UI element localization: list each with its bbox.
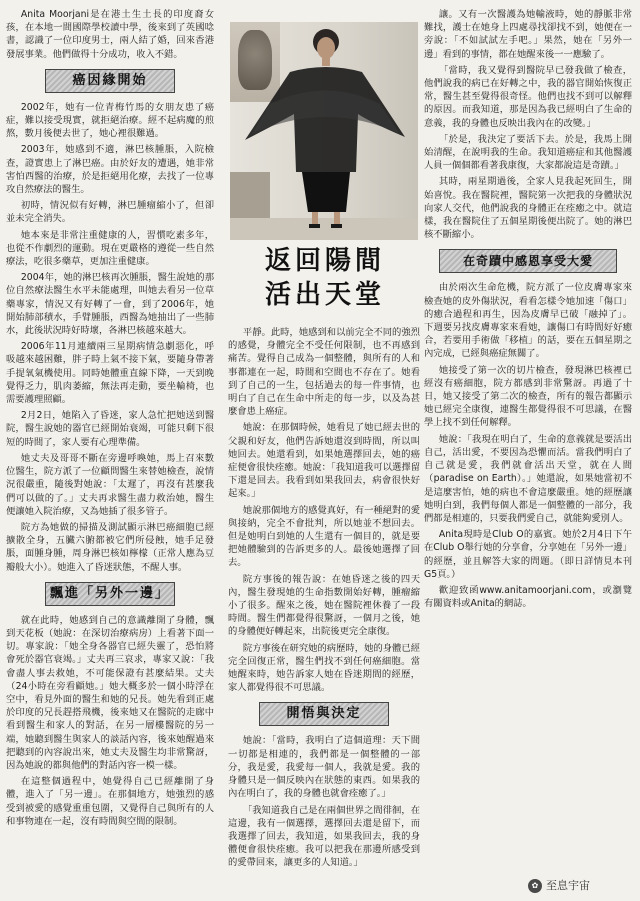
paragraph: 院方事後的報告說：在她昏迷之後的四天內，醫生發現她的生命指數開始好轉，腫瘤縮小了很多。醒來之後，她在醫院裡休養了一段時間。醫生們都覺得很驚訝，一個月之後，她的身體便好轉起來，出院後更完全康復。 bbox=[228, 573, 420, 638]
section-heading-enlightenment: 開悟與決定 bbox=[259, 702, 389, 726]
intro-paragraph: Anita Moorjani是在港土生土長的印度裔女孩，在本地一間國際學校讀中學，後來到了英國唸書，認識了一位印度男士，兩人結了婚，回來香港發展事業。他們做得十分成功，收入不錯。 bbox=[6, 9, 214, 60]
column-right bbox=[424, 8, 632, 876]
paragraph: 在這整個過程中，她覺得自己已經離開了身體，進入了「另一邊」。在那個地方，她強烈的感受到被愛的感覺重重包圍，又覺得自己與所有的人和事物連在一起，沒有時間與空間的限制。 bbox=[6, 776, 214, 827]
paragraph: 2006年11月連續兩三星期病情急劇惡化，呼吸越來越困難，胖子時上氣不接下氣，要隨身帶著手提氧氣機使用。同時她體重直線下降，一天到晚覺得乏力，肌肉萎縮，無法再走動，要坐輪椅，也需要護理照顧。 bbox=[6, 341, 214, 406]
paragraph: 她本來是非常注重健康的人，習慣吃素多年，也從不作劇烈的運動。現在更嚴格的遵從一些自然療法，吃很多藥草，更加注重健康。 bbox=[6, 229, 214, 268]
paragraph: 2月2日，她陷入了昏迷，家人急忙把她送到醫院，醫生說她的器官已經開始衰竭，可能只剩下很短的時間了，家人要有心理準備。 bbox=[6, 410, 214, 448]
column-left bbox=[6, 8, 214, 888]
paragraph: 她說：「我現在明白了，生命的意義就是要活出自己，活出愛，不要因為恐懼而活。當我們明白了自己就是愛，我們就會活出天堂，就在人間（paradise on Earth）。」她還說，如果她當初不是這麼害怕，她的病也不會這麼嚴重。她的經歷讓她明白到，我們每個人都是一個整體的一部分，我們都是相連的，只要我們愛自己，就能夠愛別人。 bbox=[424, 433, 632, 524]
woman-figure bbox=[230, 22, 418, 240]
paragraph: 「於是，我決定了要活下去。於是，我馬上開始清醒，在說明我的生命。我知道癌症和其他醫護人員一個個都看著我康復，大家都說這是奇蹟。」 bbox=[424, 133, 632, 172]
paragraph: 她丈夫及哥哥不斷在旁邊呼喚她，馬上召來數位醫生，院方派了一位顧問醫生來替她檢查，說情況很嚴重，隨後對她說：「太遲了，再沒有甚麼我們可以做的了。」丈夫再求醫生盡力救治她，醫生便讓她入院治療，又為她插了很多管子。 bbox=[6, 452, 214, 517]
paragraph: 「當時，我又覺得到醫院早已發我做了檢查，他們說我的病已在好轉之中，我的器官開始恢復正常，醫生甚至覺得很奇怪。他們也找不到可以解釋的原因。而我知道，那是因為我已經明白了生命的意義，我的身體也反映出我內在的改變。」 bbox=[424, 64, 632, 129]
paragraph: 初時，情況似有好轉，淋巴腫瘤縮小了，但卻並未完全消失。 bbox=[6, 200, 214, 225]
paragraph: 平靜。此時，她感到和以前完全不同的強烈的感覺，身體完全不受任何限制，也不再感到痛苦。覺得自己成為一個整體，與所有的人和事都連在一起，時間和空間也不存在了。她看到了自己的一生，包括過去的每一件事情，也明白了自己在生命中所走的每一步，以及為甚麼會患上癌症。 bbox=[228, 327, 420, 418]
paragraph: 其時，兩星期過後，全家人見我起死回生，開始喜悅。我在醫院裡，醫院第一次把我的身體狀況向家人交代，他們說我的身體正在痊癒之中。就這樣，我在醫院住了五個星期後便出院了。她的淋巴核不斷縮小。 bbox=[424, 176, 632, 241]
paragraph: 2002年，她有一位青梅竹馬的女朋友患了癌症，難以接受現實，就拒絕治療。經不起病魔的煎熬，數月後便去世了，她心裡很難過。 bbox=[6, 101, 214, 140]
paragraph: 院方事後在研究她的病歷時，她的身體已經完全回復正常，醫生們找不到任何癌細胞。當她醒來時，她告訴家人她在昏迷期間的經歷，家人都覺得很不可思議。 bbox=[228, 642, 420, 694]
title-line-1: 返回陽間 bbox=[264, 246, 385, 276]
paragraph: 院方為她做的掃描及測試顯示淋巴癌細胞已經擴散全身，五臟六腑都被它們所侵蝕，她手足發脹，面腫身腫，周身淋巴核如檸檬（正常人應為豆瓣般大小）。她進入了昏迷狀態，不醒人事。 bbox=[6, 521, 214, 573]
section-heading-cancer-begins: 癌因緣開始 bbox=[45, 69, 175, 93]
portrait-photo bbox=[230, 22, 418, 240]
section-heading-other-side: 飄進「另外一邊」 bbox=[45, 582, 175, 606]
paragraph: 就在此時，她感到自己的意識離開了身體，飄到天花板（她說：在深切治療病房）上看著下面一切。專家說：「她全身各器官已經失靈了，恐怕將會死於器官衰竭。」丈夫再三哀求，專家又說：「我會盡人事去救她，不可能保證有甚麼結果。丈夫（24小時在旁看顧她。」她大概多於一個小時浮在空中，看見外面的醫生和她的兄長。她先看到正處於印度的兄長趕搭飛機，後來她又在醫院的走廊中看到醫生和家人的對話，在另一層樓醫院的另一端，她聽到醫生與家人的談話內容，後來她醒過來把聽到的內容說出來，她丈夫及醫生均非常驚訝，因為她說的都與他們的對話內容一模一樣。 bbox=[6, 614, 214, 771]
paragraph: 讓。又有一次醫護為她輸液時，她的靜脈非常難找，護士在她身上四處尋找卻找不到，她便在一旁說：「不如試試左手吧。」果然，她在「另外一邊」看到的事情，都在她醒來後一一應驗了。 bbox=[424, 9, 632, 60]
paragraph: 她接受了第一次的切片檢查，發現淋巴核裡已經沒有癌細胞，院方都感到非常驚訝。再過了十日，她又接受了第二次的檢查，所有的報告都顯示她已經完全康復，連醫生都覺得很不可思議，在醫學上找不到任何解釋。 bbox=[424, 364, 632, 429]
section-heading-gratitude: 在奇蹟中感恩享受大愛 bbox=[439, 249, 617, 273]
paragraph: 她說：「當時，我明白了這個道理：天下間一切都是相連的，我們都是一個整體的一部分，我是愛，我愛每一個人，我就是愛。我的身體只是一個反映內在狀態的東西。如果我的內在明白了，我的身體也就會痊癒了。」 bbox=[228, 735, 420, 800]
column-middle bbox=[228, 326, 420, 894]
paragraph: 「我知道我自己是在兩個世界之間徘徊，在這邊，我有一個選擇，選擇回去還是留下，而我選擇了回去，我知道，如果我回去，我的身體便會很快痊癒。我可以把我在那邊所感受到的愛帶回來，讓更多的人知道。」 bbox=[228, 804, 420, 869]
paragraph: 由於兩次生命危機，院方派了一位皮膚專家來檢查她的皮外傷狀況，看看怎樣令她加速「傷口」的癒合過程和再生，因為皮膚早已破「融掉了」。下週要另找皮膚專家來看她，讓傷口有時間好好癒合，若要用手術做「移植」的話，要在五個星期之內完成，已經與癌症無關了。 bbox=[424, 282, 632, 360]
paragraph: 歡迎致函www.anitamoorjani.com，或瀏覽有關資料或Anita的網誌。 bbox=[424, 584, 632, 610]
paragraph: 她說那個地方的感覺真好，有一種絕對的愛與接納，完全不會批判，所以她並不想回去。但是她明白到她的人生還有一個目的，就是要把她體驗到的告訴更多的人。最後她選擇了回去。 bbox=[228, 504, 420, 569]
article-title bbox=[240, 244, 410, 322]
paragraph: 她說：在那個時候，她看見了她已經去世的父親和好友，他們告訴她還沒到時間，所以叫她回去。她還看到，如果她選擇回去，她的癌症便會很快痊癒。她說：「我知道我可以選擇留下還是回去。我看到如果我回去，病會很快好起來。」 bbox=[228, 422, 420, 500]
paragraph: 2003年，她感到不適，淋巴核腫脹，入院檢查，證實患上了淋巴癌。由於好友的遭遇，她非常害怕西醫的治療，於是拒絕用化療，去找了一位專攻自然療法的醫生。 bbox=[6, 144, 214, 196]
title-line-2: 活出天堂 bbox=[264, 280, 385, 310]
paragraph: Anita現時是Club O的嘉賓。她於2月4日下午在Club O舉行她的分享會，分享她在「另外一邊」的經歷，並且解答大家的問題。（即日詳情見本刊G5頁。） bbox=[424, 529, 632, 580]
flower-icon: ✿ bbox=[528, 879, 542, 893]
watermark bbox=[528, 876, 590, 896]
watermark-text: 至息宇宙 bbox=[546, 879, 590, 892]
paragraph: 2004年，她的淋巴核再次腫脹，醫生說她的那位自然療法醫生水平未能處理，叫她去看另一位草藥專家，情況又有好轉了一會，到了2006年，她開始肺部積水，手臂腫脹，西醫為她抽出了一些肺水，此後狀況時好時壞，各淋巴核越來越大。 bbox=[6, 272, 214, 337]
